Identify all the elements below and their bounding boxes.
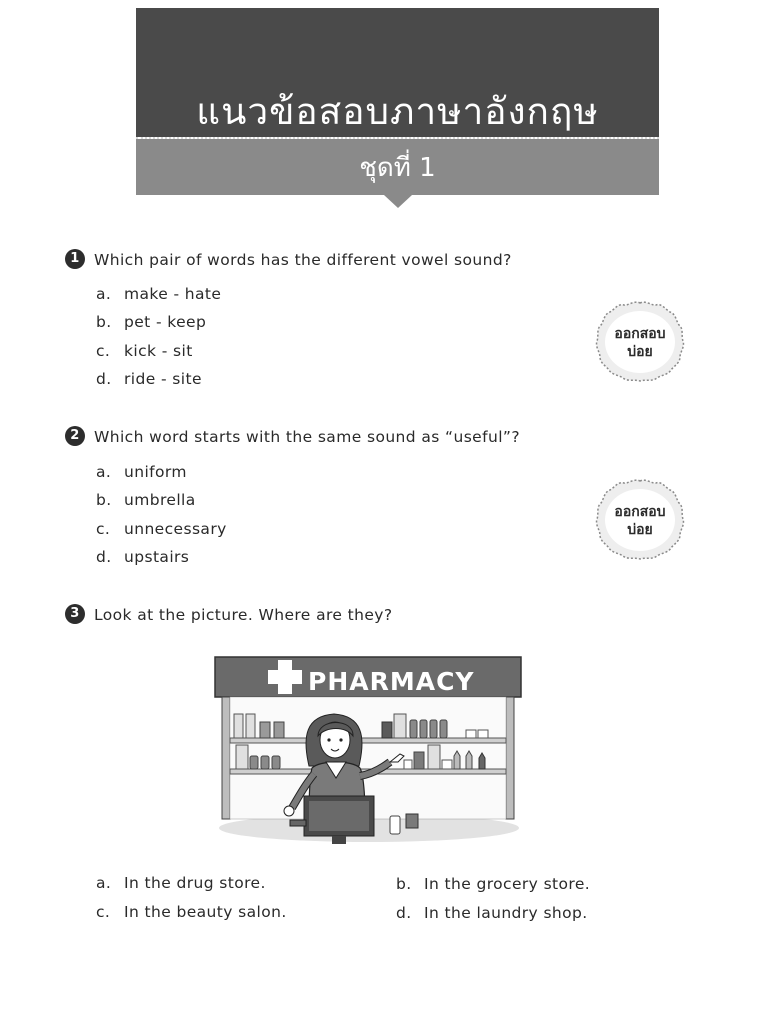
- frequent-exam-badge: [592, 478, 688, 562]
- option-letter: a.: [96, 463, 112, 481]
- question-text: Look at the picture. Where are they?: [94, 606, 393, 624]
- question-3: [65, 605, 393, 626]
- option-text: make - hate: [124, 285, 222, 303]
- question-number: 2: [65, 426, 85, 446]
- option[interactable]: [96, 547, 189, 567]
- option-text: pet - keep: [124, 313, 207, 331]
- option-letter: d.: [96, 370, 112, 388]
- option[interactable]: [396, 874, 590, 894]
- page-header: [136, 8, 659, 195]
- option[interactable]: [96, 462, 187, 482]
- badge-label: [592, 503, 688, 539]
- question-1: [65, 250, 512, 271]
- option-letter: b.: [396, 875, 412, 893]
- page-subtitle: ชุดที่ 1: [359, 153, 436, 183]
- badge-line-2: บ่อย: [627, 522, 653, 538]
- question-text: Which pair of words has the different vowel sound?: [94, 251, 512, 269]
- option-text: unnecessary: [124, 520, 227, 538]
- option[interactable]: [96, 341, 193, 361]
- option[interactable]: [96, 284, 221, 304]
- pharmacy-sign-label: PHARMACY: [308, 667, 475, 696]
- option-letter: b.: [96, 313, 112, 331]
- option-text: upstairs: [124, 548, 190, 566]
- question-number: 3: [65, 604, 85, 624]
- option[interactable]: [96, 312, 206, 332]
- badge-line-1: ออกสอบ: [614, 326, 666, 342]
- option-letter: c.: [96, 520, 111, 538]
- option-text: In the drug store.: [124, 874, 266, 892]
- option-letter: d.: [396, 904, 412, 922]
- option-letter: a.: [96, 874, 112, 892]
- option-text: kick - sit: [124, 342, 193, 360]
- option-letter: c.: [96, 342, 111, 360]
- option[interactable]: [396, 903, 588, 923]
- question-text: Which word starts with the same sound as “useful”?: [94, 428, 520, 446]
- option-letter: d.: [96, 548, 112, 566]
- option-text: In the laundry shop.: [424, 904, 588, 922]
- badge-line-2: บ่อย: [627, 344, 653, 360]
- option-text: ride - site: [124, 370, 202, 388]
- option[interactable]: [96, 519, 227, 539]
- option-letter: a.: [96, 285, 112, 303]
- option-letter: b.: [96, 491, 112, 509]
- frequent-exam-badge: [592, 300, 688, 384]
- page-title: แนวข้อสอบภาษาอังกฤษ: [196, 90, 599, 133]
- question-2: [65, 427, 520, 448]
- option-text: uniform: [124, 463, 187, 481]
- option[interactable]: [96, 902, 287, 922]
- option-letter: c.: [96, 903, 111, 921]
- option[interactable]: [96, 873, 266, 893]
- header-pointer-icon: [384, 195, 412, 208]
- badge-line-1: ออกสอบ: [614, 504, 666, 520]
- option-text: In the beauty salon.: [124, 903, 287, 921]
- badge-label: [592, 325, 688, 361]
- option[interactable]: [96, 490, 196, 510]
- option-text: In the grocery store.: [424, 875, 591, 893]
- option-text: umbrella: [124, 491, 196, 509]
- question-number: 1: [65, 249, 85, 269]
- option[interactable]: [96, 369, 202, 389]
